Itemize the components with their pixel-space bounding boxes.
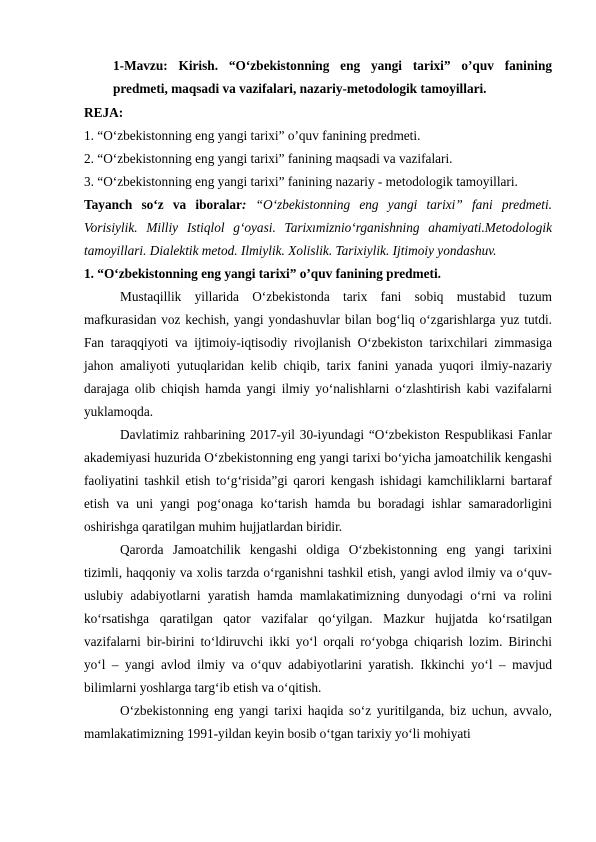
body-text (84, 285, 552, 745)
plan-block (84, 101, 552, 193)
keywords-paragraph (84, 193, 552, 262)
plan-item: 2. “O‘zbekistonning eng yangi tarixi” fanining maqsadi va vazifalari. (84, 151, 453, 166)
body-paragraph: Qarorda Jamoatchilik kengashi oldiga O‘zbekistonning eng yangi tarixini tizimli, haqqoniy va xolis tarzda o‘rganishni tashkil etish, yangi avlod ilmiy va o‘quv-uslubiy adabiyotlarni yaratish hamda mamlakatimizning dunyodagi o‘rni va rolini ko‘rsatishga qaratilgan qator vazifalar qo‘yilgan. Mazkur hujjatda ko‘rsatilgan vazifalarni bir-birini to‘ldiruvchi ikki yo‘l orqali ro‘yobga chiqarish lozim. Birinchi yo‘l – yangi avlod ilmiy va o‘quv adabiyotlarini yaratish. Ikkinchi yo‘l – mavjud bilimlarni yoshlarga targ‘ib etish va o‘qitish. (84, 542, 552, 695)
keywords-label: Tayanch so‘z va iboralar (84, 197, 242, 212)
body-paragraph: Davlatimiz rahbarining 2017-yil 30-iyundagi “O‘zbekiston Respublikasi Fanlar akademiyasi huzurida O‘zbekistonning eng yangi tarixi bo‘yicha jamoatchilik kengashi faoliyatini tashkil etish to‘g‘risida”gi qarori kengash ishidagi kamchiliklarni bartaraf etish va uni yangi pog‘onaga ko‘tarish hamda bu boradagi ishlar samaradorligini oshirishga qaratilgan muhim hujjatlardan biridir. (84, 427, 552, 534)
plan-heading: REJA: (84, 105, 124, 120)
body-paragraph: Mustaqillik yillarida O‘zbekistonda tarix fani sobiq mustabid tuzum mafkurasidan voz kechish, yangi yondashuvlar bilan bog‘liq o‘zgarishlarga yuz tutdi. Fan taraqqiyoti va ijtimoiy-iqtisodiy rivojlanish O‘zbekiston tarixchilari zimmasiga jahon amaliyoti yutuqlaridan kelib chiqib, tarix fanini yanada yuqori ilmiy-nazariy darajaga olib chiqish hamda yangi ilmiy yo‘nalishlarni o‘zlashtirish kabi vazifalarni yuklamoqda. (84, 289, 552, 419)
body-paragraph: O‘zbekistonning eng yangi tarixi haqida so‘z yuritilganda, biz uchun, avvalo, mamlakatimizning 1991-yildan keyin bosib o‘tgan tarixiy yo‘li mohiyati (84, 703, 552, 741)
plan-item: 3. “O‘zbekistonning eng yangi tarixi” fanining nazariy - metodologik tamoyillari. (84, 174, 518, 189)
plan-item: 1. “O‘zbekistonning eng yangi tarixi” o’quv fanining predmeti. (84, 128, 421, 143)
keywords-colon: : (241, 197, 247, 212)
document-title: 1-Mavzu: Kirish. “O‘zbekistonning eng yangi tarixi” o’quv fanining predmeti, maqsadi va vazifalari, nazariy-metodologik tamoyillari. (113, 58, 552, 96)
keywords-text: “O‘zbekistonning eng yangi tarixi” fani predmeti. Vorisiylik. Milliy Istiqlol g‘oyasi. Tarixımiznio‘rganishning ahamiyati.Metodologik tamoyillari. Dialektik metod. Ilmiylik. Xolislik. Tarixiylik. Ijtimoiy yondashuv. (84, 197, 552, 258)
section-heading: 1. “O‘zbekistonning eng yangi tarixi” o’quv fanining predmeti. (84, 266, 441, 281)
